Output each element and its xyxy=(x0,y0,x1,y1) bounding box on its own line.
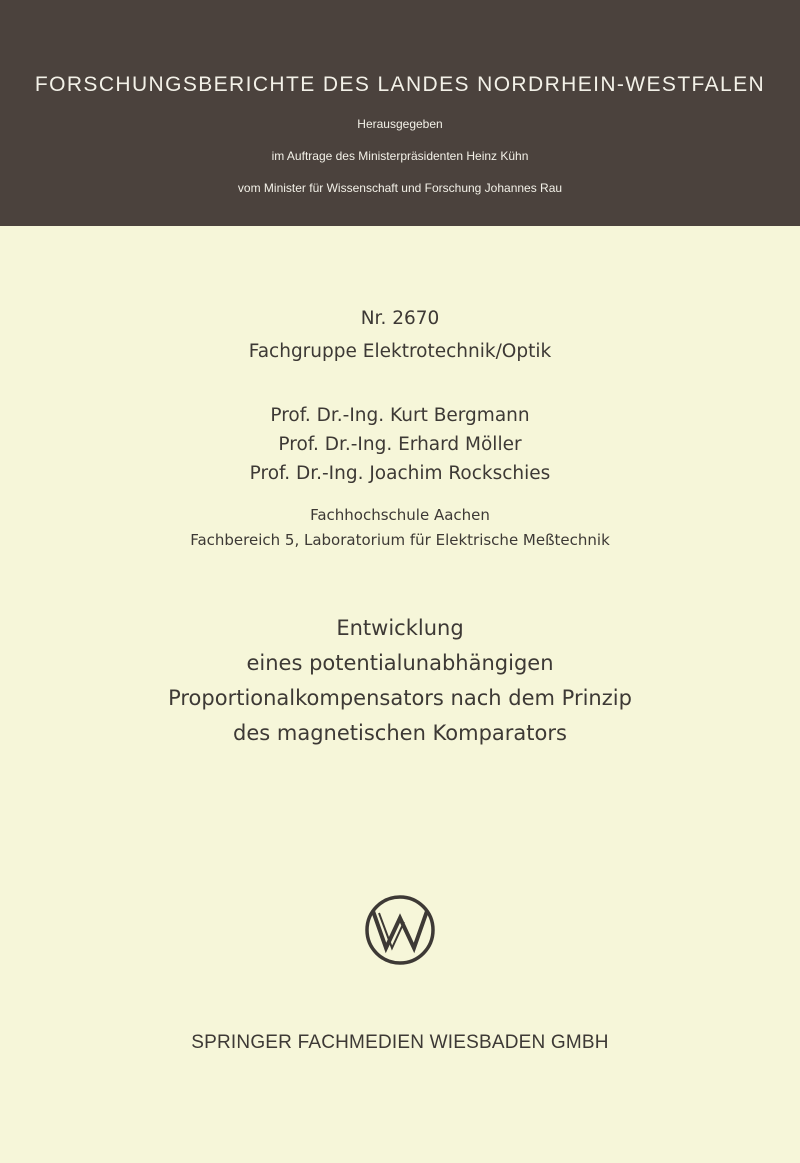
series-title: FORSCHUNGSBERICHTE DES LANDES NORDRHEIN-WESTFALEN xyxy=(34,73,766,96)
header-band xyxy=(0,0,800,226)
book-title-line-1: Entwicklung xyxy=(336,616,464,640)
book-title-line-3: Proportionalkompensators nach dem Prinzip xyxy=(168,686,632,710)
author-2: Prof. Dr.-Ing. Erhard Möller xyxy=(278,434,522,455)
header-commission-line: im Auftrage des Ministerpräsidenten Heinz Kühn xyxy=(271,149,529,163)
institution-name: Fachhochschule Aachen xyxy=(310,506,490,524)
institution-department: Fachbereich 5, Laboratorium für Elektrische Meßtechnik xyxy=(190,531,610,549)
report-number: Nr. 2670 xyxy=(360,308,440,329)
header-issued-by: Herausgegeben xyxy=(357,117,443,131)
publisher-name: SPRINGER FACHMEDIEN WIESBADEN GMBH xyxy=(191,1032,609,1053)
header-minister-line: vom Minister für Wissenschaft und Forschung Johannes Rau xyxy=(237,181,563,195)
springer-vieweg-logo-icon xyxy=(364,894,436,966)
author-1: Prof. Dr.-Ing. Kurt Bergmann xyxy=(270,405,530,426)
subject-group: Fachgruppe Elektrotechnik/Optik xyxy=(248,341,552,362)
book-title-line-2: eines potentialunabhängigen xyxy=(246,651,554,675)
book-title-line-4: des magnetischen Komparators xyxy=(233,721,567,745)
author-3: Prof. Dr.-Ing. Joachim Rockschies xyxy=(249,463,551,484)
